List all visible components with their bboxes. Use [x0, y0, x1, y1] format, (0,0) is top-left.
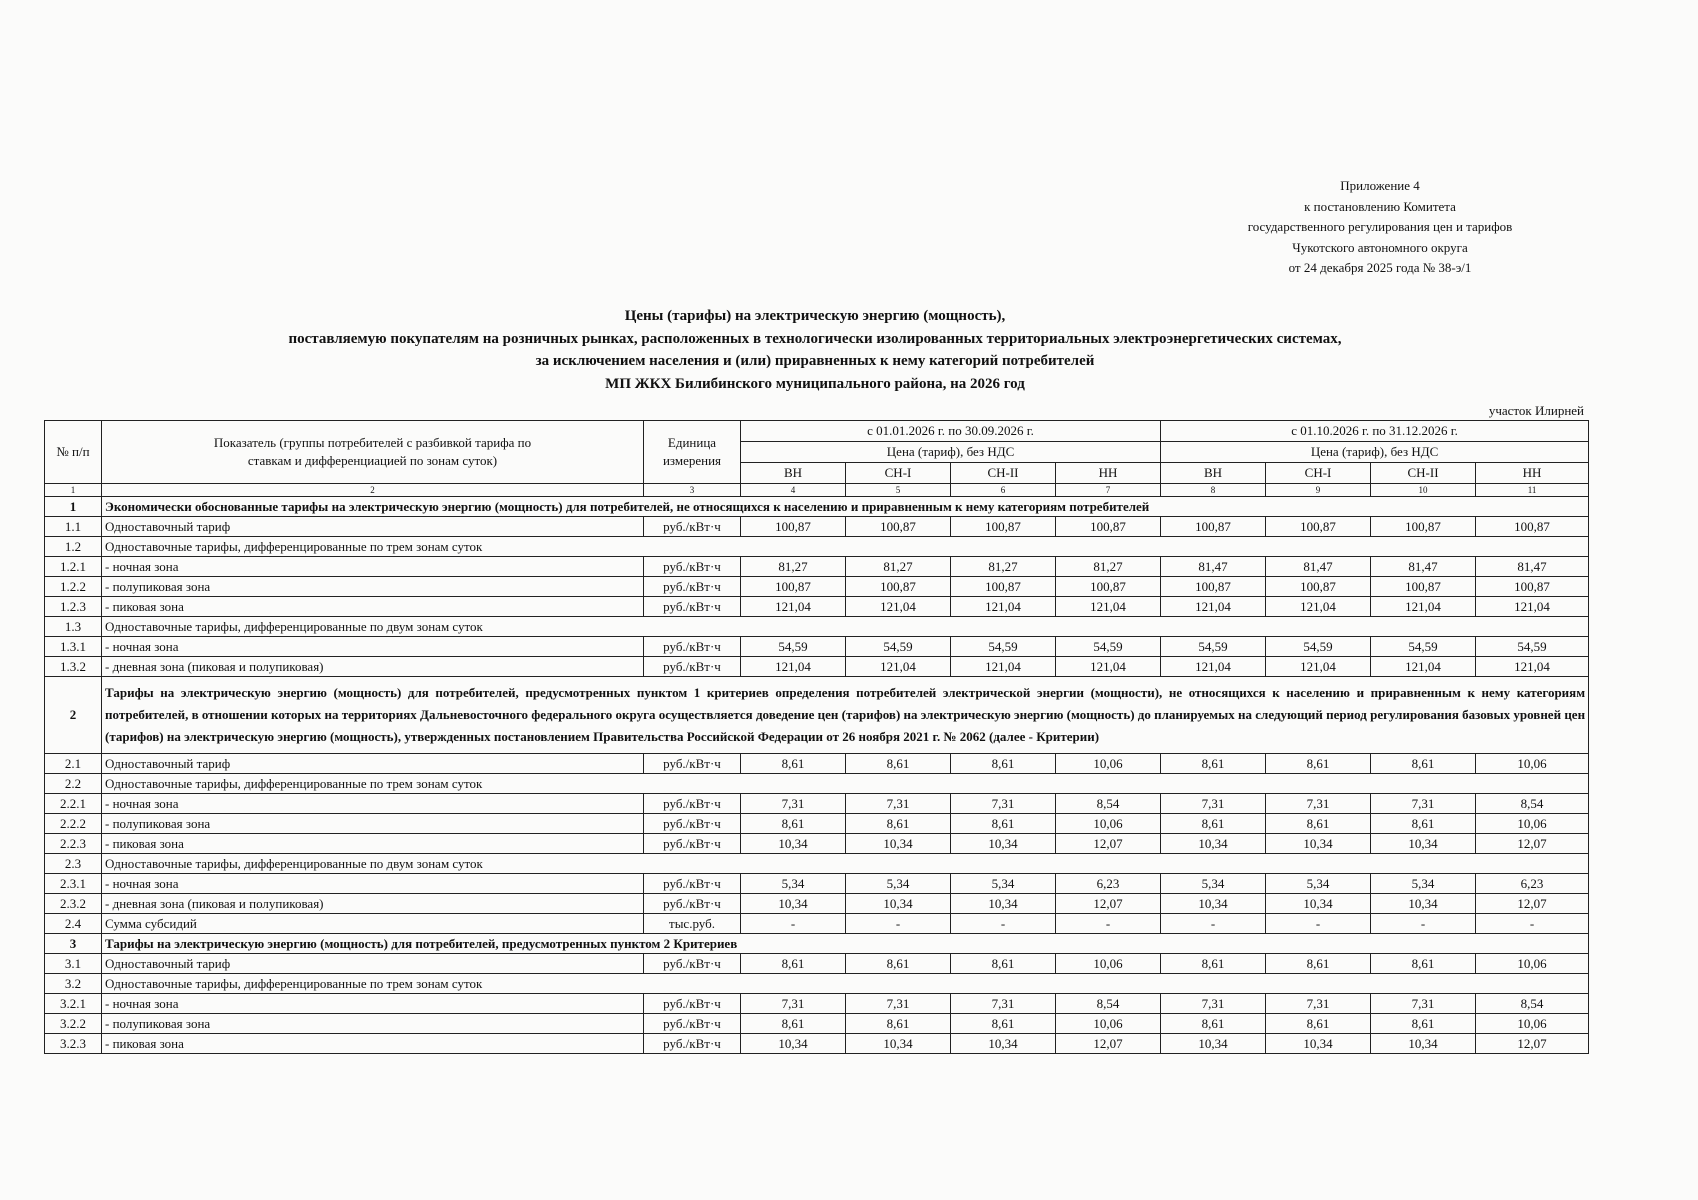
row-label: - ночная зона	[102, 557, 644, 577]
row-number: 2.2	[45, 774, 102, 794]
tariff-value-cell: 8,54	[1056, 994, 1161, 1014]
tariff-value-cell: 10,34	[951, 834, 1056, 854]
tariff-value-cell: 10,34	[846, 894, 951, 914]
appendix-line: к постановлению Комитета	[1304, 198, 1456, 214]
table-row	[45, 774, 1589, 794]
tariff-value-cell: 10,34	[846, 1034, 951, 1054]
title-line: МП ЖКХ Билибинского муниципального района, на 2026 год	[605, 375, 1025, 392]
tariff-value-cell: 10,06	[1056, 954, 1161, 974]
row-unit: руб./кВт·ч	[644, 894, 741, 914]
row-label: Одноставочный тариф	[102, 954, 644, 974]
column-index-cell: 3	[644, 484, 741, 497]
table-row	[45, 914, 1589, 934]
tariff-value-cell: 54,59	[951, 637, 1056, 657]
tariff-value-cell: 81,27	[741, 557, 846, 577]
table-row	[45, 517, 1589, 537]
appendix-line: Чукотского автономного округа	[1292, 239, 1468, 255]
table-row	[45, 557, 1589, 577]
tariff-value-cell: 121,04	[1161, 597, 1266, 617]
tariff-value-cell: 81,27	[1056, 557, 1161, 577]
row-number: 3	[45, 934, 102, 954]
title-line: поставляемую покупателям на розничных рынках, расположенных в технологически изолированных территориальных электроэнергетических системах,	[288, 330, 1342, 347]
row-unit: руб./кВт·ч	[644, 557, 741, 577]
row-number: 1.2.2	[45, 577, 102, 597]
tariff-value-cell: -	[1056, 914, 1161, 934]
row-number: 2	[45, 677, 102, 754]
column-index-cell: 6	[951, 484, 1056, 497]
row-number: 2.2.2	[45, 814, 102, 834]
section-heading: Тарифы на электрическую энергию (мощность) для потребителей, предусмотренных пунктом 1 критериев определения потребителей электрической энергии (мощности), не относящихся к населению и приравненным к нему категориям потребителей, в отношении которых на территориях Дальневосточного федерального округа осуществляется доведение цен (тарифов) на электрическую энергию (мощность) до планируемых на следующий период регулирования базовых уровней цен (тарифов) на электрическую энергию (мощность), утвержденных постановлением Правительства Российской Федерации от 26 ноября 2021 г. № 2062 (далее - Критерии)	[102, 677, 1589, 754]
row-unit: руб./кВт·ч	[644, 954, 741, 974]
tariff-value-cell: -	[1266, 914, 1371, 934]
tariff-value-cell: 121,04	[1161, 657, 1266, 677]
tariff-value-cell: 12,07	[1476, 1034, 1589, 1054]
tariff-value-cell: 121,04	[1371, 597, 1476, 617]
tariff-value-cell: 121,04	[951, 657, 1056, 677]
row-label: - ночная зона	[102, 874, 644, 894]
row-unit: руб./кВт·ч	[644, 577, 741, 597]
tariff-value-cell: 8,54	[1476, 994, 1589, 1014]
column-index-cell: 2	[102, 484, 644, 497]
tariff-value-cell: 7,31	[951, 994, 1056, 1014]
tariff-value-cell: 100,87	[1266, 577, 1371, 597]
header-voltage-level: НН	[1056, 463, 1161, 484]
tariff-value-cell: 10,34	[741, 1034, 846, 1054]
row-number: 1.1	[45, 517, 102, 537]
tariff-value-cell: -	[741, 914, 846, 934]
tariff-value-cell: 8,61	[1161, 814, 1266, 834]
tariff-value-cell: 54,59	[1161, 637, 1266, 657]
row-label: - ночная зона	[102, 994, 644, 1014]
tariff-value-cell: 7,31	[1161, 994, 1266, 1014]
row-label: Одноставочный тариф	[102, 517, 644, 537]
row-label: - полупиковая зона	[102, 1014, 644, 1034]
tariff-value-cell: 5,34	[1161, 874, 1266, 894]
row-unit: руб./кВт·ч	[644, 994, 741, 1014]
row-unit: тыс.руб.	[644, 914, 741, 934]
row-number: 2.2.3	[45, 834, 102, 854]
tariff-value-cell: 7,31	[741, 794, 846, 814]
tariff-value-cell: 10,34	[1161, 834, 1266, 854]
tariff-value-cell: 5,34	[1371, 874, 1476, 894]
header-voltage-level: СН-I	[846, 463, 951, 484]
tariff-value-cell: 12,07	[1056, 1034, 1161, 1054]
row-unit: руб./кВт·ч	[644, 1034, 741, 1054]
tariff-value-cell: 121,04	[741, 597, 846, 617]
tariff-value-cell: 121,04	[1371, 657, 1476, 677]
row-unit: руб./кВт·ч	[644, 1014, 741, 1034]
tariff-value-cell: 100,87	[1371, 577, 1476, 597]
tariff-value-cell: 12,07	[1056, 834, 1161, 854]
tariff-value-cell: 121,04	[1476, 597, 1589, 617]
appendix-line: Приложение 4	[1340, 178, 1420, 193]
tariff-value-cell: 7,31	[1266, 994, 1371, 1014]
tariff-value-cell: 8,61	[741, 954, 846, 974]
table-row	[45, 1014, 1589, 1034]
table-row	[45, 497, 1589, 517]
table-row	[45, 597, 1589, 617]
tariff-value-cell: 81,27	[846, 557, 951, 577]
group-label: Одноставочные тарифы, дифференцированные по трем зонам суток	[102, 974, 1589, 994]
tariff-value-cell: 10,34	[741, 834, 846, 854]
tariff-value-cell: 7,31	[1371, 794, 1476, 814]
tariff-value-cell: 8,61	[1371, 814, 1476, 834]
row-number: 2.3.1	[45, 874, 102, 894]
tariff-value-cell: 100,87	[951, 577, 1056, 597]
tariff-value-cell: 10,34	[741, 894, 846, 914]
tariff-value-cell: 5,34	[846, 874, 951, 894]
row-label: - ночная зона	[102, 794, 644, 814]
tariff-value-cell: -	[1161, 914, 1266, 934]
header-voltage-level: СН-II	[951, 463, 1056, 484]
column-index-cell: 7	[1056, 484, 1161, 497]
tariff-value-cell: 8,61	[846, 814, 951, 834]
row-label: - дневная зона (пиковая и полупиковая)	[102, 657, 644, 677]
tariff-value-cell: 100,87	[1371, 517, 1476, 537]
row-number: 2.1	[45, 754, 102, 774]
group-label: Одноставочные тарифы, дифференцированные по трем зонам суток	[102, 537, 1589, 557]
tariff-value-cell: 121,04	[1266, 657, 1371, 677]
row-unit: руб./кВт·ч	[644, 754, 741, 774]
row-label: Сумма субсидий	[102, 914, 644, 934]
column-index-cell: 10	[1371, 484, 1476, 497]
tariff-value-cell: 8,61	[1266, 954, 1371, 974]
header-price-label-1: Цена (тариф), без НДС	[741, 442, 1161, 463]
header-period-1: с 01.01.2026 г. по 30.09.2026 г.	[741, 421, 1161, 442]
row-number: 2.3	[45, 854, 102, 874]
row-number: 1	[45, 497, 102, 517]
header-period-2: с 01.10.2026 г. по 31.12.2026 г.	[1161, 421, 1589, 442]
table-row	[45, 1034, 1589, 1054]
tariff-value-cell: 5,34	[1266, 874, 1371, 894]
header-indicator: Показатель (группы потребителей с разбивкой тарифа по ставкам и дифференциацией по зонам суток)	[102, 421, 644, 484]
row-unit: руб./кВт·ч	[644, 597, 741, 617]
tariff-value-cell: 81,47	[1476, 557, 1589, 577]
column-index-cell: 1	[45, 484, 102, 497]
tariff-value-cell: 54,59	[1476, 637, 1589, 657]
tariff-value-cell: 54,59	[1056, 637, 1161, 657]
row-unit: руб./кВт·ч	[644, 874, 741, 894]
tariff-value-cell: 10,06	[1476, 754, 1589, 774]
tariff-value-cell: 10,34	[1371, 834, 1476, 854]
row-label: - дневная зона (пиковая и полупиковая)	[102, 894, 644, 914]
header-voltage-level: ВН	[741, 463, 846, 484]
tariff-value-cell: 10,34	[846, 834, 951, 854]
column-index-cell: 11	[1476, 484, 1589, 497]
tariff-value-cell: 10,06	[1476, 954, 1589, 974]
tariff-value-cell: 10,34	[1371, 894, 1476, 914]
tariff-value-cell: 8,61	[846, 1014, 951, 1034]
row-number: 1.3.2	[45, 657, 102, 677]
row-label: Одноставочный тариф	[102, 754, 644, 774]
tariff-value-cell: 10,34	[1266, 894, 1371, 914]
row-number: 3.2.3	[45, 1034, 102, 1054]
row-number: 2.4	[45, 914, 102, 934]
section-heading: Тарифы на электрическую энергию (мощность) для потребителей, предусмотренных пунктом 2 Критериев	[102, 934, 1589, 954]
tariff-value-cell: 100,87	[846, 577, 951, 597]
row-unit: руб./кВт·ч	[644, 834, 741, 854]
tariff-value-cell: 81,47	[1371, 557, 1476, 577]
tariff-value-cell: 7,31	[1371, 994, 1476, 1014]
tariff-value-cell: 8,61	[846, 954, 951, 974]
header-price-label-2: Цена (тариф), без НДС	[1161, 442, 1589, 463]
table-row	[45, 954, 1589, 974]
header-row-periods	[45, 421, 1589, 442]
row-unit: руб./кВт·ч	[644, 637, 741, 657]
title-line: за исключением населения и (или) приравненных к нему категорий потребителей	[535, 353, 1095, 369]
group-label: Одноставочные тарифы, дифференцированные по двум зонам суток	[102, 617, 1589, 637]
row-number: 1.2.3	[45, 597, 102, 617]
tariff-value-cell: -	[846, 914, 951, 934]
table-row	[45, 934, 1589, 954]
group-label: Одноставочные тарифы, дифференцированные по двум зонам суток	[102, 854, 1589, 874]
row-label: - пиковая зона	[102, 1034, 644, 1054]
tariff-value-cell: 100,87	[741, 577, 846, 597]
tariff-value-cell: 54,59	[846, 637, 951, 657]
table-row	[45, 894, 1589, 914]
row-number: 3.2.2	[45, 1014, 102, 1034]
tariff-value-cell: 8,54	[1476, 794, 1589, 814]
column-index-cell: 8	[1161, 484, 1266, 497]
row-unit: руб./кВт·ч	[644, 814, 741, 834]
group-label: Одноставочные тарифы, дифференцированные по трем зонам суток	[102, 774, 1589, 794]
appendix-line: государственного регулирования цен и тарифов	[1247, 219, 1513, 234]
header-voltage-level: НН	[1476, 463, 1589, 484]
tariff-value-cell: 10,34	[1266, 1034, 1371, 1054]
tariff-value-cell: 100,87	[951, 517, 1056, 537]
tariff-value-cell: 7,31	[1161, 794, 1266, 814]
tariff-value-cell: 10,34	[1161, 894, 1266, 914]
tariff-value-cell: 10,06	[1056, 754, 1161, 774]
table-row	[45, 754, 1589, 774]
tariff-value-cell: -	[951, 914, 1056, 934]
tariff-value-cell: 100,87	[1056, 577, 1161, 597]
column-index-cell: 4	[741, 484, 846, 497]
table-row	[45, 537, 1589, 557]
row-number: 2.2.1	[45, 794, 102, 814]
tariff-value-cell: -	[1371, 914, 1476, 934]
row-label: - полупиковая зона	[102, 814, 644, 834]
row-number: 2.3.2	[45, 894, 102, 914]
table-row	[45, 657, 1589, 677]
tariff-value-cell: 10,34	[1161, 1034, 1266, 1054]
tariff-value-cell: 8,61	[1266, 814, 1371, 834]
tariff-value-cell: 8,61	[951, 754, 1056, 774]
tariff-value-cell: 100,87	[1161, 517, 1266, 537]
tariff-value-cell: 54,59	[1266, 637, 1371, 657]
column-index-cell: 5	[846, 484, 951, 497]
tariff-value-cell: 121,04	[846, 597, 951, 617]
tariff-value-cell: 7,31	[951, 794, 1056, 814]
tariff-value-cell: 10,34	[1371, 1034, 1476, 1054]
tariff-value-cell: 8,61	[1161, 954, 1266, 974]
row-number: 1.3	[45, 617, 102, 637]
table-row	[45, 834, 1589, 854]
row-number: 3.1	[45, 954, 102, 974]
tariff-value-cell: 54,59	[1371, 637, 1476, 657]
tariff-value-cell: 8,61	[741, 814, 846, 834]
table-row	[45, 617, 1589, 637]
table-row	[45, 854, 1589, 874]
row-number: 1.2.1	[45, 557, 102, 577]
table-row	[45, 874, 1589, 894]
header-voltage-level: СН-I	[1266, 463, 1371, 484]
header-voltage-level: СН-II	[1371, 463, 1476, 484]
tariff-value-cell: 8,61	[951, 954, 1056, 974]
tariff-value-cell: 8,61	[1266, 1014, 1371, 1034]
tariff-value-cell: 10,34	[951, 894, 1056, 914]
header-voltage-level: ВН	[1161, 463, 1266, 484]
row-unit: руб./кВт·ч	[644, 657, 741, 677]
appendix-line: от 24 декабря 2025 года № 38-э/1	[1288, 260, 1472, 275]
tariff-value-cell: 8,61	[741, 754, 846, 774]
table-row	[45, 577, 1589, 597]
tariff-value-cell: 8,61	[1371, 954, 1476, 974]
tariff-value-cell: 7,31	[741, 994, 846, 1014]
tariff-value-cell: 121,04	[1266, 597, 1371, 617]
section-heading: Экономически обоснованные тарифы на электрическую энергию (мощность) для потребителей, не относящихся к населению и приравненным к нему категориям потребителей	[102, 497, 1589, 517]
tariff-value-cell: 10,06	[1476, 814, 1589, 834]
tariff-value-cell: 8,61	[951, 814, 1056, 834]
row-unit: руб./кВт·ч	[644, 517, 741, 537]
tariff-value-cell: 121,04	[1056, 657, 1161, 677]
tariff-value-cell: 8,61	[1161, 754, 1266, 774]
tariff-value-cell: 100,87	[1476, 577, 1589, 597]
row-number: 1.2	[45, 537, 102, 557]
tariff-value-cell: 8,61	[951, 1014, 1056, 1034]
row-label: - пиковая зона	[102, 597, 644, 617]
tariff-value-cell: 6,23	[1476, 874, 1589, 894]
header-unit: Единица измерения	[644, 421, 741, 484]
tariff-value-cell: 8,61	[1161, 1014, 1266, 1034]
row-number: 3.2	[45, 974, 102, 994]
tariff-value-cell: 81,47	[1266, 557, 1371, 577]
row-number: 3.2.1	[45, 994, 102, 1014]
tariff-value-cell: 5,34	[741, 874, 846, 894]
tariff-value-cell: 121,04	[741, 657, 846, 677]
tariff-value-cell: 121,04	[846, 657, 951, 677]
tariff-value-cell: 8,61	[1371, 754, 1476, 774]
site-label: участок Илирней	[1488, 403, 1584, 418]
tariff-value-cell: 100,87	[846, 517, 951, 537]
tariff-value-cell: -	[1476, 914, 1589, 934]
tariff-value-cell: 100,87	[741, 517, 846, 537]
tariff-value-cell: 7,31	[846, 994, 951, 1014]
table-row	[45, 814, 1589, 834]
tariff-value-cell: 121,04	[1476, 657, 1589, 677]
tariff-value-cell: 10,34	[951, 1034, 1056, 1054]
tariff-value-cell: 12,07	[1476, 834, 1589, 854]
table-row	[45, 794, 1589, 814]
tariff-table	[44, 420, 1589, 1054]
tariff-value-cell: 100,87	[1476, 517, 1589, 537]
tariff-value-cell: 54,59	[741, 637, 846, 657]
table-row	[45, 994, 1589, 1014]
tariff-value-cell: 7,31	[1266, 794, 1371, 814]
tariff-value-cell: 100,87	[1056, 517, 1161, 537]
row-label: - полупиковая зона	[102, 577, 644, 597]
row-label: - пиковая зона	[102, 834, 644, 854]
tariff-value-cell: 81,27	[951, 557, 1056, 577]
document-title	[60, 305, 1570, 395]
table-row	[45, 677, 1589, 754]
row-label: - ночная зона	[102, 637, 644, 657]
tariff-value-cell: 81,47	[1161, 557, 1266, 577]
tariff-value-cell: 121,04	[951, 597, 1056, 617]
row-unit: руб./кВт·ч	[644, 794, 741, 814]
tariff-value-cell: 12,07	[1476, 894, 1589, 914]
row-number: 1.3.1	[45, 637, 102, 657]
tariff-value-cell: 8,54	[1056, 794, 1161, 814]
tariff-value-cell: 8,61	[1266, 754, 1371, 774]
tariff-value-cell: 10,06	[1056, 814, 1161, 834]
column-index-cell: 9	[1266, 484, 1371, 497]
tariff-value-cell: 10,06	[1056, 1014, 1161, 1034]
table-row	[45, 974, 1589, 994]
tariff-value-cell: 10,06	[1476, 1014, 1589, 1034]
tariff-value-cell: 6,23	[1056, 874, 1161, 894]
table-row	[45, 637, 1589, 657]
header-row-column-index	[45, 484, 1589, 497]
header-num: № п/п	[45, 421, 102, 484]
tariff-value-cell: 8,61	[846, 754, 951, 774]
tariff-value-cell: 121,04	[1056, 597, 1161, 617]
title-line: Цены (тарифы) на электрическую энергию (мощность),	[624, 308, 1006, 324]
tariff-value-cell: 12,07	[1056, 894, 1161, 914]
tariff-value-cell: 100,87	[1266, 517, 1371, 537]
tariff-value-cell: 8,61	[1371, 1014, 1476, 1034]
tariff-value-cell: 5,34	[951, 874, 1056, 894]
tariff-value-cell: 8,61	[741, 1014, 846, 1034]
tariff-value-cell: 10,34	[1266, 834, 1371, 854]
appendix-reference	[1140, 176, 1620, 279]
tariff-value-cell: 100,87	[1161, 577, 1266, 597]
tariff-value-cell: 7,31	[846, 794, 951, 814]
